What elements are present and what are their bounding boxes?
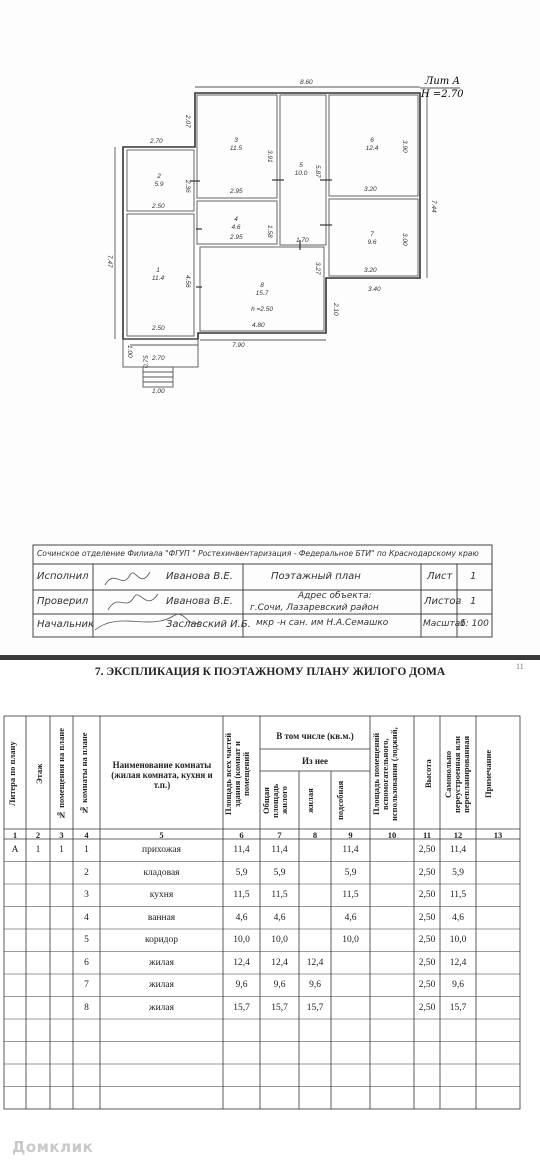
column-number: 3 (59, 830, 64, 840)
header-room-name: Наименование комнаты (жилая комната, кухня и т.п.) (111, 760, 213, 790)
dim-r1-bottom: 2.50 (152, 325, 165, 332)
dim-notch: 2.10 (332, 303, 339, 316)
table-cell-room: 4 (84, 912, 89, 923)
header-subgroup: Из нее (301, 756, 329, 766)
table-cell-aux: 11,4 (342, 845, 359, 855)
dim-r6-bottom: 3.20 (364, 186, 377, 193)
table-cell-name: кладовая (143, 867, 180, 878)
table-cell-living: 12,4 (306, 957, 324, 968)
room-8-number: 8 (260, 282, 264, 289)
dim-r5-bottom: 1.70 (296, 237, 309, 244)
table-cell-room: 5 (84, 935, 89, 945)
table-cell-aux: 4,6 (344, 912, 357, 923)
scale-value: 1: 100 (460, 619, 489, 629)
room-2-area: 5.9 (154, 181, 164, 188)
room-3-area: 11.5 (229, 145, 243, 152)
room-6-number: 6 (370, 137, 374, 144)
room-3-number: 3 (234, 137, 238, 144)
table-cell-room: 1 (84, 845, 89, 855)
table-cell-pom: 1 (59, 845, 64, 855)
dim-r3-right: 3.91 (266, 150, 273, 163)
table-cell-self: 5,9 (452, 867, 464, 878)
dim-r2-left: 2.07 (184, 115, 191, 128)
table-cell-common: 11,4 (271, 845, 288, 855)
sheets-label: Листов (424, 596, 462, 607)
table-cell-total: 11,5 (233, 890, 250, 900)
header-self-rebuilt: Самовольно переустроенная или перепланированная (443, 735, 471, 813)
dim-r7-right: 3.00 (401, 233, 408, 246)
checker-label: Проверил (37, 596, 89, 607)
scale-label: Масштаб (423, 619, 466, 629)
dim-r5-side: 5.87 (314, 165, 321, 178)
room-8-area: 15.7 (255, 290, 269, 297)
room-2-number: 2 (157, 173, 161, 180)
table-cell-total: 5,9 (235, 867, 248, 878)
column-number: 10 (387, 830, 397, 840)
dim-r4-right: 1.58 (266, 225, 273, 238)
header-note: Примечание (483, 749, 493, 799)
table-cell-aux: 11,5 (342, 890, 359, 900)
room-7-number: 7 (370, 231, 374, 238)
column-number: 5 (159, 830, 164, 840)
dim-step-width: 1.00 (152, 388, 165, 395)
address-line1: г.Сочи, Лазаревский район (250, 603, 379, 613)
table-cell-common: 10,0 (271, 935, 288, 945)
corner-mark: 11 (516, 662, 524, 671)
table-cell-self: 9,6 (452, 980, 464, 990)
table-cell-name: кухня (149, 890, 174, 900)
dim-porch-height: 1.00 (126, 345, 133, 358)
dim-right-height: 7.44 (430, 200, 437, 213)
dim-ext-bottom: 3.40 (368, 286, 381, 293)
table-cell-self: 11,5 (449, 890, 467, 900)
column-number: 12 (453, 830, 463, 840)
height-label: Н =2.70 (421, 89, 464, 100)
table-cell-height: 2,50 (418, 980, 436, 990)
dim-r8-bottom: 4.80 (252, 322, 265, 329)
table-cell-common: 4,6 (273, 912, 286, 923)
column-number: 8 (312, 830, 318, 840)
table-cell-height: 2,50 (418, 845, 436, 855)
dim-step-height: 0.75 (143, 355, 150, 368)
table-cell-total: 12,4 (233, 957, 250, 968)
table-cell-self: 10,0 (449, 935, 467, 945)
room-5-number: 5 (299, 162, 303, 169)
header-living: жилая (305, 788, 315, 813)
sheet-label: Лист (427, 571, 453, 582)
column-number: 9 (348, 830, 353, 840)
room-1-number: 1 (156, 267, 160, 274)
table-cell-self: 15,7 (449, 1002, 467, 1013)
table-cell-room: 8 (84, 1002, 89, 1013)
checker-name: Иванова В.Е. (166, 596, 233, 607)
table-cell-name: жилая (149, 957, 174, 968)
table-cell-total: 11,4 (233, 845, 250, 855)
table-cell-living: 9,6 (309, 980, 321, 990)
dim-top-width: 8.60 (300, 79, 313, 86)
table-cell-name: прихожая (142, 845, 181, 855)
table-cell-common: 15,7 (271, 1002, 288, 1013)
table-cell-height: 2,50 (418, 957, 436, 968)
dim-r1-right: 4.56 (184, 275, 191, 288)
watermark: Домклик (12, 1138, 94, 1156)
lit-label: Лит А (425, 76, 461, 87)
executor-label: Исполнил (37, 571, 89, 582)
table-cell-living: 15,7 (306, 1002, 324, 1013)
header-premise-number: № помещения на плане (56, 728, 66, 820)
dim-r3-bottom: 2.95 (230, 188, 243, 195)
dim-r7-bottom: 3.20 (364, 267, 377, 274)
room-8-height: h =2.50 (251, 306, 273, 313)
table-cell-total: 15,7 (233, 1002, 250, 1013)
room-1-area: 11.4 (151, 275, 165, 282)
room-4-number: 4 (234, 216, 238, 223)
table-cell-room: 6 (84, 957, 89, 968)
doc-title: Поэтажный план (271, 571, 361, 582)
header-aux: подсобная (335, 780, 345, 821)
header-total-area: Площадь всех частей здания (комнат и помещений (223, 732, 251, 816)
table-cell-height: 2,50 (418, 867, 436, 878)
column-number: 6 (239, 830, 244, 840)
dim-r8-right: 3.27 (314, 262, 321, 275)
header-common-area: Общая площадь жилого (261, 783, 289, 818)
column-number: 2 (35, 830, 41, 840)
dim-r4-bottom: 2.95 (230, 234, 243, 241)
header-room-number: № комнаты на плане (79, 732, 89, 816)
header-height: Высота (423, 759, 433, 789)
column-number: 1 (12, 830, 18, 840)
header-floor: Этаж (34, 763, 44, 785)
table-cell-floor: 1 (35, 845, 41, 855)
room-4-area: 4.6 (231, 224, 241, 231)
table-cell-total: 9,6 (235, 980, 248, 990)
table-cell-name: коридор (144, 935, 179, 945)
sheet-value: 1 (470, 571, 477, 582)
chief-label: Начальник (37, 619, 95, 630)
dim-r6-right: 3.90 (401, 140, 408, 153)
dim-r1-top: 2.50 (152, 203, 165, 210)
dim-r2-right: 2.36 (184, 180, 191, 193)
table-cell-height: 2,50 (418, 1002, 436, 1013)
table-cell-name: ванная (147, 912, 176, 923)
header-group: В том числе (кв.м.) (276, 731, 354, 741)
table-cell-total: 10,0 (233, 935, 250, 945)
column-number: 13 (493, 830, 503, 840)
table-cell-aux: 10,0 (342, 935, 359, 945)
room-5-area: 10.0 (294, 170, 308, 177)
dim-left-height: 7.47 (106, 255, 113, 268)
dim-bottom-total: 7.90 (232, 342, 245, 349)
table-cell-aux: 5,9 (344, 867, 357, 878)
table-title: 7. ЭКСПЛИКАЦИЯ К ПОЭТАЖНОМУ ПЛАНУ ЖИЛОГО ДОМА (94, 666, 446, 678)
executor-name: Иванова В.Е. (166, 571, 233, 582)
table-cell-height: 2,50 (418, 890, 436, 900)
address-line2: мкр -н сан. им Н.А.Семашко (256, 618, 389, 628)
table-cell-total: 4,6 (235, 912, 248, 923)
header-lit: Литера по плану (7, 741, 17, 807)
table-cell-name: жилая (149, 980, 174, 990)
sheets-value: 1 (470, 596, 477, 607)
table-cell-common: 9,6 (273, 980, 286, 990)
table-cell-lit: А (11, 845, 19, 855)
table-cell-self: 4,6 (452, 912, 464, 923)
stamp-org: Сочинское отделение Филиала "ФГУП " Ростехинвентаризация - Федеральное БТИ" по Краснодарскому краю (37, 549, 479, 558)
room-7-area: 9.6 (367, 239, 377, 246)
column-number: 7 (277, 830, 282, 840)
room-6-area: 12.4 (365, 145, 379, 152)
table-cell-room: 3 (84, 890, 89, 900)
column-number: 11 (422, 830, 432, 840)
chief-name: Заславский И.Б. (166, 619, 251, 630)
table-cell-height: 2,50 (418, 912, 436, 923)
table-cell-self: 11,4 (449, 845, 467, 855)
dim-left-width: 2.70 (150, 138, 163, 145)
table-cell-common: 11,5 (271, 890, 288, 900)
table-cell-room: 2 (84, 867, 89, 878)
table-cell-height: 2,50 (418, 935, 436, 945)
table-cell-common: 12,4 (271, 957, 288, 968)
header-support-area: Площадь помещений вспомогательного, использования (лоджий, (371, 727, 399, 821)
column-number: 4 (84, 830, 89, 840)
address-label: Адрес объекта: (298, 591, 372, 601)
dim-porch-width: 2.70 (152, 355, 165, 362)
table-cell-name: жилая (149, 1002, 174, 1013)
table-cell-self: 12,4 (449, 957, 467, 968)
table-cell-room: 7 (84, 980, 89, 990)
table-cell-common: 5,9 (273, 867, 286, 878)
